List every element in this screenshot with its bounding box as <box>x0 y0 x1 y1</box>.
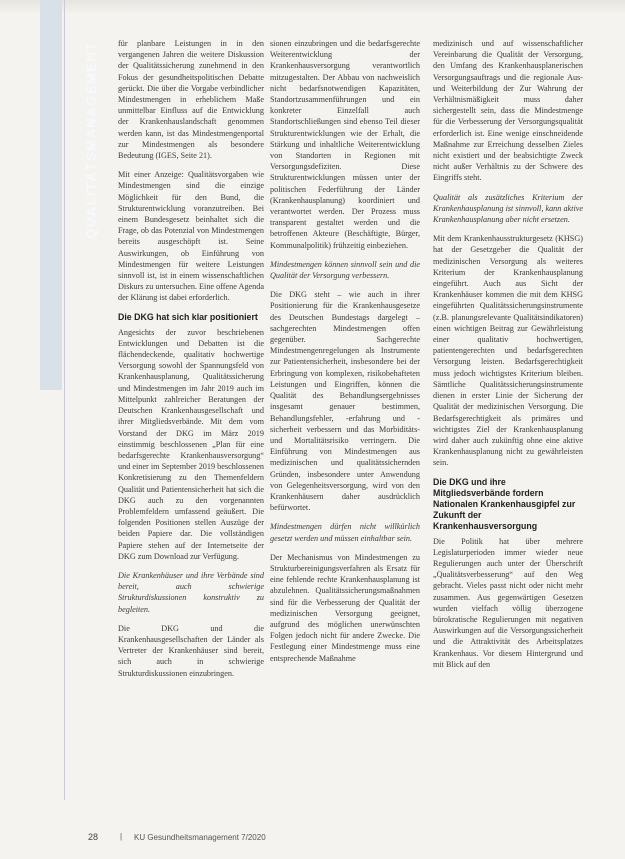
margin-rule <box>64 0 65 800</box>
section-sidebar <box>40 0 99 390</box>
body-paragraph: sionen einzubringen und die bedarfsgerechte Weiterentwicklung der Krankenhausversorgung verantwortlich mitzugestalten. Der Abbau von nachweislich nicht bedarfsnotwendigen Kapazitäten, Standortzusammenführungen und ein konkreter Einzelfall auch Standortschließungen sind ebenso Teil dieser Strukturentwicklungen wie der Erhalt, die Stärkung und inhaltliche Weiterentwicklung von Standorten in Regionen mit Versorgungsdefiziten. Diese Strukturentwicklungen müssen unter der politischen Federführung der Länder (Krankenhausplanung) koordiniert und verantwortet werden. Der Prozess muss transparent gestaltet werden und die betroffenen Akteure (Beschäftigte, Bürger, Kommunalpolitik) frühzeitig einbeziehen. <box>270 39 420 250</box>
body-paragraph: medizinisch und auf wissenschaftlicher Vereinbarung die Qualität der Versorgung, den Umfang des Krankenhausplanerischen Versorgungsauftrags und die regionale Aus- und Weiterbildung der Zur Wahrung der Verhältnismäßigkeit muss daher sichergestellt sein, dass die Mindestmenge für die Verbesserung der Versorgungsqualität erforderlich ist. Eine wenige einschneidende Maßnahme zur Erreichung desselben Zieles nicht existiert und der beabsichtigte Zweck nicht außer Verhältnis zu der Schwere des Eingriffs steht. <box>433 39 583 183</box>
page-number: 28 <box>88 832 99 842</box>
body-paragraph: Angesichts der zuvor beschriebenen Entwicklungen und Debatten ist die flächendeckende, qualitativ hochwertige Versorgung sowohl der Spannungsfeld von Krankenhausplanung, Qualitätssicherung und Mindestmengen im Jahr 2019 auch im Mittelpunkt zahlreicher Beratungen der Deutschen Krankenhausgesellschaft und ihrer Mitgliedsverbände. Mit dem vom Vorstand der DKG im März 2019 einstimmig beschlossenen „Plan für eine bedarfsgerechte Krankenhausversorgung“ und einer im September 2019 beschlossenen Konkretisierung zu den Themenfeldern Qualität und Patientensicherheit hat sich die DKG auch zu den vorgenannten Problemfeldern umfassend geäußert. Die folgenden Positionen stellen Auszüge der beiden Papiere dar. Die vollständigen Papiere stehen auf der Internetseite der DKG zum Download zur Verfügung. <box>118 327 264 561</box>
body-paragraph: Mit einer Anzeige: Qualitätsvorgaben wie Mindestmengen sind die einzige Möglichkeit für den Bund, die Strukturentwicklung voranzutreiben. Bei einem Bundesgesetz beinhaltet sich die Frage, ob das Potenzial von Mindestmengen bereits ausgeschöpft ist. Seine Auswirkungen, ob Einführung von Mindestmengen für weitere Leistungen sinnvoll ist, ist in einem wissenschaftlichen Diskurs zu untersuchen. Eine offene Agenda der Klärung ist dabei erforderlich. <box>118 170 264 303</box>
journal-reference: KU Gesundheitsmanagement 7/2020 <box>134 833 266 842</box>
pull-quote: Qualität als zusätzliches Kriterium der Krankenhausplanung ist sinnvoll, kann aktive Krankenhausplanung aber nicht ersetzen. <box>433 192 583 225</box>
pull-quote: Mindestmengen können sinnvoll sein und die Qualität der Versorgung verbessern. <box>270 259 420 281</box>
body-paragraph: Mit dem Krankenhausstrukturgesetz (KHSG) hat der Gesetzgeber die Qualität der medizinischen Versorgung als weiteres Kriterium der Krankenhausplanung eingeführt. Auch aus Sicht der Krankenhäuser kommen die mit dem KHSG eingeführten Qualitätssicherungsinstrumente (z.B. planungsrelevante Qualitätsindikatoren) einen wichtigen Beitrag zur Gewährleistung einer qualitativ hochwertigen, patientengerechten und bedarfsgerechten Versorgung leisten. Bedarfsgerechtigkeit muss jedoch wichtigstes Kriterium bleiben. Sämtliche Qualitätssicherungsinstrumente dienen in erster Linie der Sicherung der Qualität der medizinischen Versorgung. Die Bedarfsgerechtigkeit als primäres und wichtigstes Ziel der Krankenhausplanung wird daher auch zukünftig ohne eine aktive Krankenhausplanung nicht zu gewährleisten sein. <box>433 234 583 468</box>
text-column-3 <box>433 38 583 798</box>
text-column-2 <box>270 38 420 798</box>
text-column-1 <box>118 38 264 798</box>
pull-quote: Mindestmengen dürfen nicht willkürlich gesetzt werden und müssen einhaltbar sein. <box>270 522 420 543</box>
section-heading: Die DKG hat sich klar positioniert <box>118 311 258 322</box>
pull-quote: Die Krankenhäuser und ihre Verbände sind bereit, auch schwierige Strukturdiskussionen konstruktiv zu begleiten. <box>118 570 264 614</box>
footer-separator: | <box>120 832 123 841</box>
body-paragraph: Die DKG und die Krankenhausgesellschaften der Länder als Vertreter der Krankenhäuser sind bereit, sich auch in schwierige Strukturdiskussionen einzubringen. <box>118 623 264 678</box>
body-paragraph: für planbare Leistungen in in den vergangenen Jahren die weitere Diskussion der Qualitätssicherung zunehmend in den Fokus der gesundheitspolitischen Debatte gerückt. Die über die Vorgabe verbindlicher Mindestmengen in erheblichem Maße unmittelbar Einfluss auf die Entwicklung der Krankenhauslandschaft genommen werden kann, ist das Mindestmengenportal zur Mindestmengen als besondere Bedeutung (IGES, Seite 21). <box>118 39 264 161</box>
scan-top-shadow <box>0 0 625 14</box>
page-footer <box>88 832 588 846</box>
body-paragraph: Die Politik hat über mehrere Legislaturperioden immer wieder neue Regulierungen auch unter der Überschrift „Qualitätsverbesserung“ auf den Weg gebracht. Vieles passt nicht oder nicht mehr zusammen. Aus gegenwärtigen Gesetzen wurden vielfach völlig überzogene bürokratische Regulierungen mit negativen Auswirkungen auf die Versorgungssicherheit und die Attraktivität des Arbeitsplatzes Krankenhaus. Vor diesem Hintergrund und mit Blick auf den <box>433 536 583 669</box>
body-paragraph: Die DKG steht – wie auch in ihrer Positionierung für die Krankenhausgesetze des Deutschen Bundestags dargelegt – sachgerechten Mindestmengen offen gegenüber. Sachgerechte Mindestmengenregelungen als Instrumente zur Patientensicherheit, insbesondere bei der Erbringung von komplexen, risikobehafteten Leistungen und Eingriffen, können die Qualität des Behandlungsergebnisses insgesamt genauer bestimmen, Behandlungsfehler, -erfahrung und -sicherheit verbessern und das Morbiditäts- und Mortalitätsrisiko verringern. Die Einführung von Mindestmengen aus medizinischen und qualitätssichernden Gründen, insbesondere unter Anwendung von Gelegenheitsversorgung, wird von den Krankenhäusern daher ausdrücklich befürwortet. <box>270 290 420 513</box>
body-paragraph: Der Mechanismus von Mindestmengen zu Strukturbereinigungsverfahren als Ersatz für eine fehlende rechte Krankenhausplanung ist abzulehnen. Qualitätssicherungsmaßnahmen sind für die Verbesserung der Qualität der medizinischen Versorgung geeignet, aufgrund des möglichen unerwünschten Folgen jedoch nicht für andere Zwecke. Die Festlegung einer Mindestmenge muss eine entsprechende Maßnahme <box>270 552 420 663</box>
section-heading: Die DKG und ihre Mitgliedsverbände fordern Nationalen Krankenhausgipfel zur Zukunft der Krankenhausversorgung <box>433 476 576 531</box>
section-title: QUALITÄTSMANAGEMENT <box>83 41 99 239</box>
